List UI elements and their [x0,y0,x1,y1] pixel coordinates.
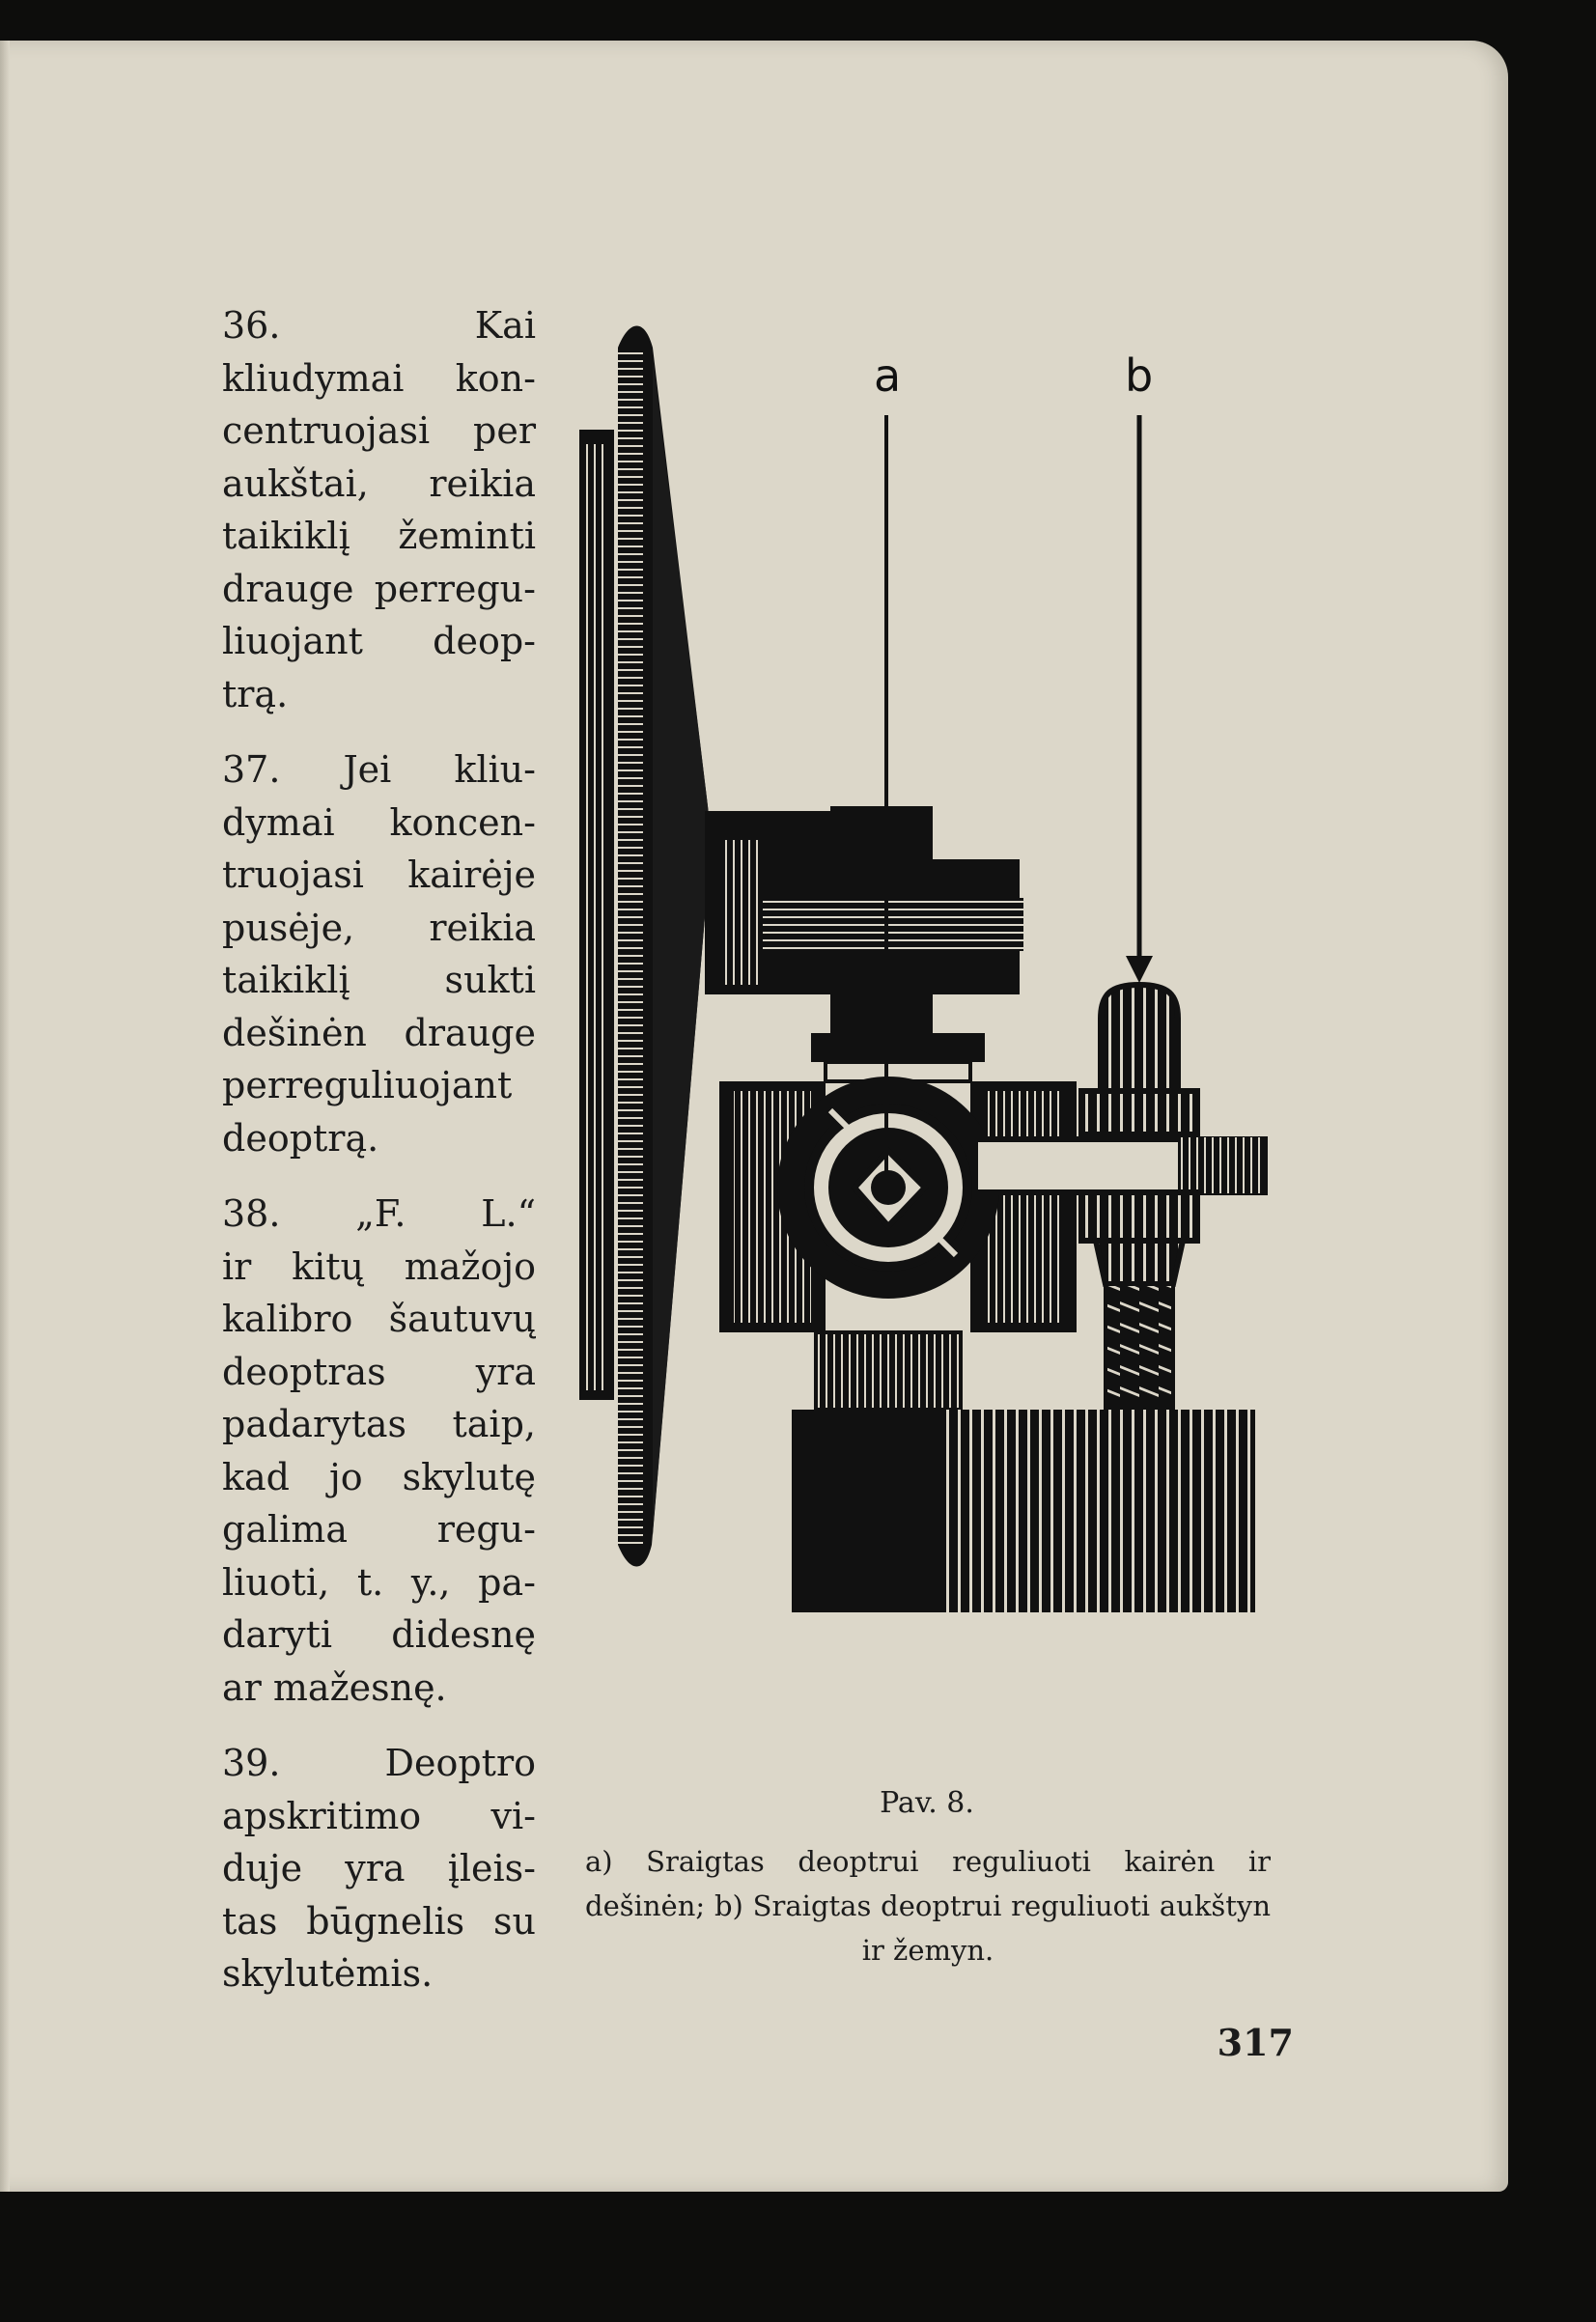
text-line: 38. „F. L.“ [222,1192,536,1235]
figure-title: Pav. 8. [880,1786,974,1820]
label-a: a [874,350,902,402]
paragraph-39 [222,1737,536,2000]
paragraph-36 [222,299,536,720]
text-line: deoptras yra [222,1350,536,1393]
text-line: aukštai, reikia [222,462,536,505]
label-b: b [1125,350,1154,402]
text-line: duje yra įleis- [222,1847,536,1889]
text-line: trą. [222,672,289,715]
text-line: daryti didesnę [222,1613,536,1656]
text-line: drauge perregu- [222,567,536,610]
page-edge [0,41,10,2192]
text-line: padarytas taip, [222,1403,536,1445]
text-line: kad jo skylutę [222,1455,536,1498]
diopter-frame [811,1033,985,1062]
text-line: dešinėn drauge [222,1011,536,1054]
text-line: ir kitų mažojo [222,1245,536,1288]
text-column [222,299,536,2024]
text-line: kalibro šautuvų [222,1298,536,1340]
text-line: 37. Jei kliu- [222,748,536,791]
text-line: deoptrą. [222,1116,379,1160]
text-line: 39. Deoptro [222,1742,536,1784]
knurled-edge [618,348,643,1545]
screw-b-head [1101,985,1178,1091]
text-line: apskritimo vi- [222,1794,536,1837]
arrow-down-icon [1126,956,1153,983]
page-number: 317 [1217,2021,1294,2064]
text-line: dymai koncen- [222,800,536,844]
paragraph-38 [222,1188,536,1714]
text-line: tas būgnelis su [222,1899,536,1943]
figure-caption: a) Sraigtas deoptrui reguliuoti kairėn ir dešinėn; b) Sraigtas deoptrui reguliuoti aukštyn ir žemyn. [585,1845,1271,1967]
paragraph-37 [222,743,536,1164]
text-line: liuoti, t. y., pa- [222,1560,536,1604]
text-line: truojasi kairėje [222,853,536,896]
disc-face [653,357,713,1535]
diopter-sight-illustration [560,319,1274,1776]
text-line: galima regu- [222,1508,536,1551]
text-line: pusėje, reikia [222,906,536,949]
text-line: liuojant deop- [222,620,536,662]
text-line: taikiklį žeminti [222,515,536,557]
text-line: skylutėmis. [222,1952,434,1995]
text-line: kliudymai kon- [222,356,536,400]
text-line: perreguliuojant [222,1064,513,1106]
text-line: 36. Kai [222,304,536,347]
text-line: ar mažesnę. [222,1665,447,1709]
screw-b-thread [1106,1284,1173,1410]
text-line: taikiklį sukti [222,959,536,1001]
support-column [816,1332,961,1410]
text-line: centruojasi per [222,409,536,452]
